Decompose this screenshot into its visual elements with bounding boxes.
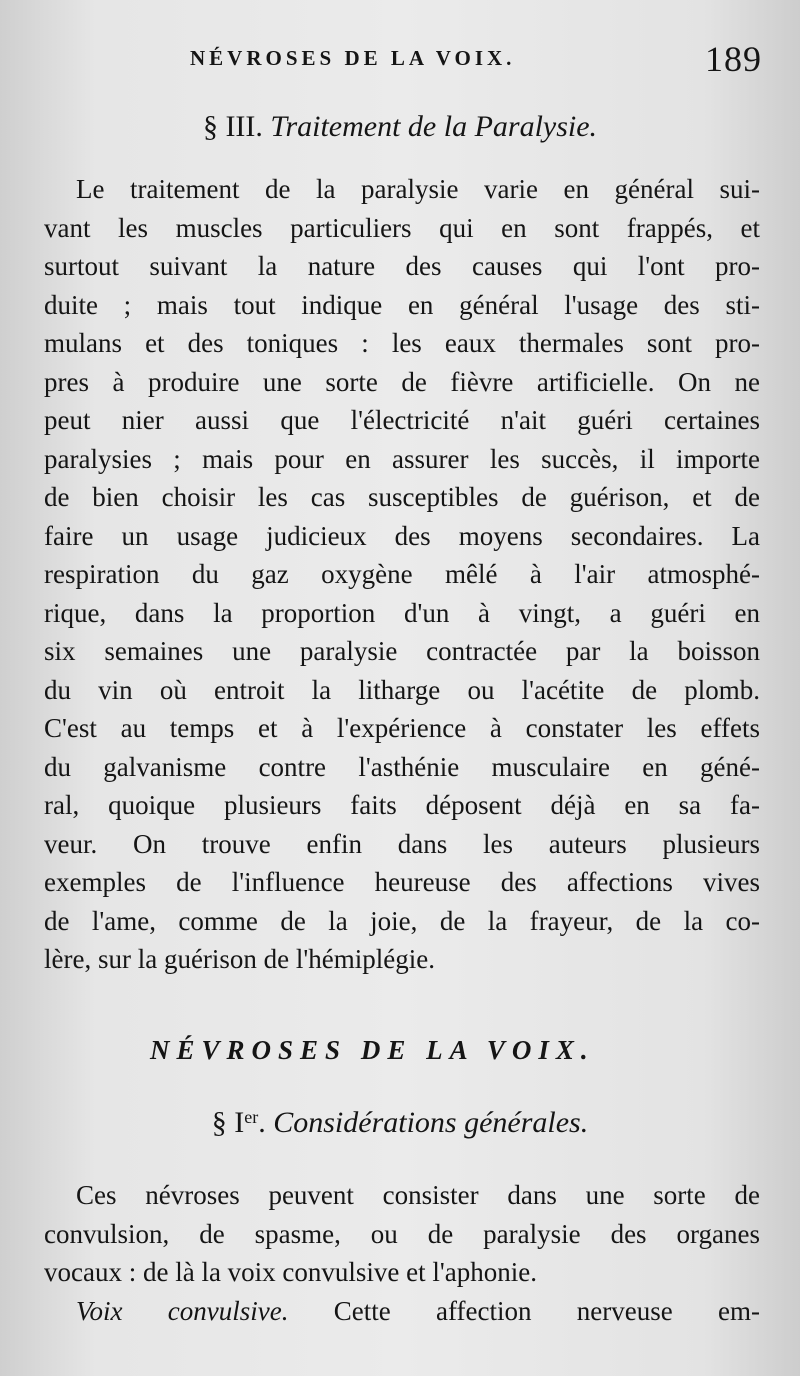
section-number-sup: er xyxy=(244,1107,259,1127)
text-line: vocaux : de là la voix convulsive et l'aphonie. xyxy=(44,1257,537,1287)
paragraph-traitement xyxy=(44,170,760,979)
text-line: veur. On trouve enfin dans les auteurs plusieurs xyxy=(44,828,760,859)
text-line: du galvanisme contre l'asthénie musculaire en géné- xyxy=(44,751,760,782)
running-title: NÉVROSES DE LA VOIX. xyxy=(190,46,516,70)
section-number: § III. xyxy=(202,110,263,143)
paragraph-text: Cette affection nerveuse em- xyxy=(333,1296,760,1326)
text-line: faire un usage judicieux des moyens secondaires. La xyxy=(44,520,760,551)
text-line: Le traitement de la paralysie varie en général sui- xyxy=(76,174,760,204)
text-line: de l'ame, comme de la joie, de la frayeur, de la co- xyxy=(44,905,760,936)
text-line: pres à produire une sorte de fièvre artificielle. On ne xyxy=(44,366,760,397)
text-line: exemples de l'influence heureuse des affections vives xyxy=(44,867,760,897)
text-line: respiration du gaz oxygène mêlé à l'air atmosphé- xyxy=(44,559,760,589)
page-number: 189 xyxy=(705,39,762,79)
text-line: rique, dans la proportion d'un à vingt, a guéri en xyxy=(44,597,760,628)
section-heading-traitement xyxy=(0,110,800,144)
text-line: convulsion, de spasme, ou de paralysie des organes xyxy=(44,1218,760,1249)
text-line: duite ; mais tout indique en général l'usage des sti- xyxy=(44,289,760,320)
text-line: Ces névroses peuvent consister dans une sorte de xyxy=(76,1180,760,1210)
section-title: Considérations générales. xyxy=(273,1106,589,1139)
section-number-main: § I xyxy=(211,1106,245,1139)
text-line: ral, quoique plusieurs faits déposent déjà en sa fa- xyxy=(44,790,760,820)
text-line: lère, sur la guérison de l'hémiplégie. xyxy=(44,944,435,974)
division-title: NÉVROSES DE LA VOIX. xyxy=(150,1035,595,1065)
text-line: vant les muscles particuliers qui en sont frappés, et xyxy=(44,212,760,243)
section-heading-considerations xyxy=(0,1106,800,1140)
text-line: six semaines une paralysie contractée par la boisson xyxy=(44,636,760,666)
text-line xyxy=(44,1292,760,1331)
text-line: C'est au temps et à l'expérience à constater les effets xyxy=(44,713,760,743)
text-line: de bien choisir les cas susceptibles de guérison, et de xyxy=(44,482,760,512)
text-line: du vin où entroit la litharge ou l'acétite de plomb. xyxy=(44,674,760,705)
paragraph-lead: Voix convulsive. xyxy=(76,1296,289,1326)
text-line: mulans et des toniques : les eaux thermales sont pro- xyxy=(44,328,760,358)
section-number: § Ier. xyxy=(211,1106,266,1139)
paragraph-considerations xyxy=(44,1176,760,1292)
text-line: surtout suivant la nature des causes qui l'ont pro- xyxy=(44,251,760,281)
paragraph-voix-convulsive xyxy=(44,1292,760,1331)
section-title: Traitement de la Paralysie. xyxy=(270,110,598,143)
text-line: peut nier aussi que l'électricité n'ait guéri certaines xyxy=(44,405,760,435)
running-head xyxy=(0,38,800,88)
text-line: paralysies ; mais pour en assurer les succès, il importe xyxy=(44,443,760,474)
